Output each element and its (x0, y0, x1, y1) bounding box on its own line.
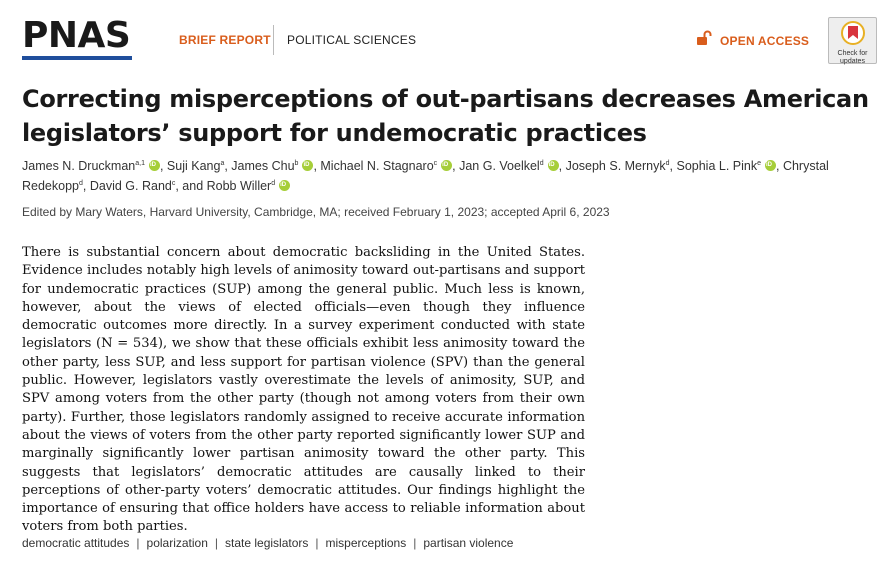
author-affiliation[interactable]: b (294, 160, 299, 167)
orcid-icon[interactable] (149, 160, 160, 171)
keyword-separator: | (136, 536, 140, 550)
article-title: Correcting misperceptions of out-partisans decreases American legislators’ support for undemocratic practices (22, 85, 869, 147)
orcid-icon[interactable] (302, 160, 313, 171)
author-name[interactable]: James N. Druckman$^{a,1}$ (22, 159, 145, 173)
author-name[interactable]: Chrystal Redekopp$^d$ (22, 159, 829, 193)
orcid-icon[interactable] (765, 160, 776, 171)
keyword-separator: | (214, 536, 219, 550)
author-affiliation[interactable]: d (665, 160, 670, 167)
article-header (22, 15, 877, 68)
author-name[interactable]: Suji Kang$^a$ (166, 159, 225, 173)
orcid-icon[interactable] (548, 160, 559, 171)
keyword[interactable]: misperceptions (325, 536, 407, 550)
author-name[interactable]: Jan G. Voelkel$^d$ (459, 159, 544, 173)
crossmark-icon (840, 32, 866, 49)
author-affiliation[interactable]: d (539, 160, 544, 167)
open-access-label: OPEN ACCESS (720, 33, 810, 48)
orcid-icon[interactable] (441, 160, 452, 171)
author-name[interactable]: David G. Rand$^c$ (89, 179, 176, 193)
keyword[interactable]: polarization (146, 536, 208, 550)
author-name[interactable]: Joseph S. Mernyk$^d$ (565, 159, 670, 173)
article-section[interactable]: POLITICAL SCIENCES (287, 33, 417, 47)
open-access-badge[interactable] (696, 30, 809, 51)
article-type[interactable]: BRIEF REPORT (179, 33, 271, 47)
author-affiliation[interactable]: d (271, 180, 276, 187)
header-divider (273, 25, 274, 55)
author-affiliation[interactable]: c (171, 180, 176, 187)
journal-logo[interactable]: PNAS (22, 15, 131, 56)
logo-underline (22, 56, 132, 60)
abstract: There is substantial concern about democratic backsliding in the United States. Evidence includes notably high levels of animosity toward out-partisans and support for undemocratic practices (SUP) among the general public. Much less is known, however, about the views of elected officials—even though they influence democratic outcomes more directly. In a survey experiment conducted with state legislators (N = 534), we show that these officials exhibit less animosity toward the other party, less SUP, and less support for partisan violence (SPV) than the general public. However, legislators vastly overestimate the levels of animosity, SUP, and SPV among voters from the other party (though not among voters from their own party). Further, those legislators randomly assigned to receive accurate information about the views of voters from the other party reported significantly lower SUP and marginally significantly lower partisan animosity toward the other party. This suggests that legislators’ democratic attitudes are causally linked to their perceptions of other-party voters’ democratic attitudes. Our findings highlight the importance of ensuring that office holders have access to reliable information about voters from both parties. (22, 245, 585, 535)
check-for-updates-button[interactable] (828, 17, 877, 64)
author-name[interactable]: James Chu$^b$ (231, 159, 299, 173)
author-name[interactable]: Robb Willer$^d$ (206, 179, 276, 193)
keyword[interactable]: partisan violence (423, 536, 514, 550)
orcid-icon[interactable] (279, 180, 290, 191)
author-list: James N. Druckman$^{a,1}$iD , Suji Kang$^a$, James Chu$^b$iD , Michael N. Stagnaro$^c$iD , Jan G. Voelkel$^d$iD , Joseph S. Mernyk$^d$, Sophia L. Pink$^e$iD , Chrystal Redekopp$^d$, David G. Rand$^c$, and Robb Willer$^d$iD (22, 155, 880, 195)
keyword[interactable]: democratic attitudes (22, 536, 130, 550)
author-affiliation[interactable]: a (220, 160, 225, 167)
unlocked-padlock-icon (696, 30, 712, 51)
author-affiliation[interactable]: d (79, 180, 83, 187)
keyword-separator: | (315, 536, 319, 550)
keyword-list (22, 536, 513, 550)
author-name[interactable]: Sophia L. Pink$^e$ (676, 159, 761, 173)
check-for-updates-label: Check for updates (837, 50, 868, 65)
author-affiliation[interactable]: e (757, 160, 761, 167)
author-affiliation[interactable]: a,1 (135, 160, 145, 167)
keyword-separator: | (413, 536, 417, 550)
editorial-info: Edited by Mary Waters, Harvard University, Cambridge, MA; received February 1, 2023; accepted April 6, 2023 (22, 205, 610, 219)
author-affiliation[interactable]: c (433, 160, 438, 167)
author-name[interactable]: Michael N. Stagnaro$^c$ (320, 159, 438, 173)
keyword[interactable]: state legislators (225, 536, 309, 550)
